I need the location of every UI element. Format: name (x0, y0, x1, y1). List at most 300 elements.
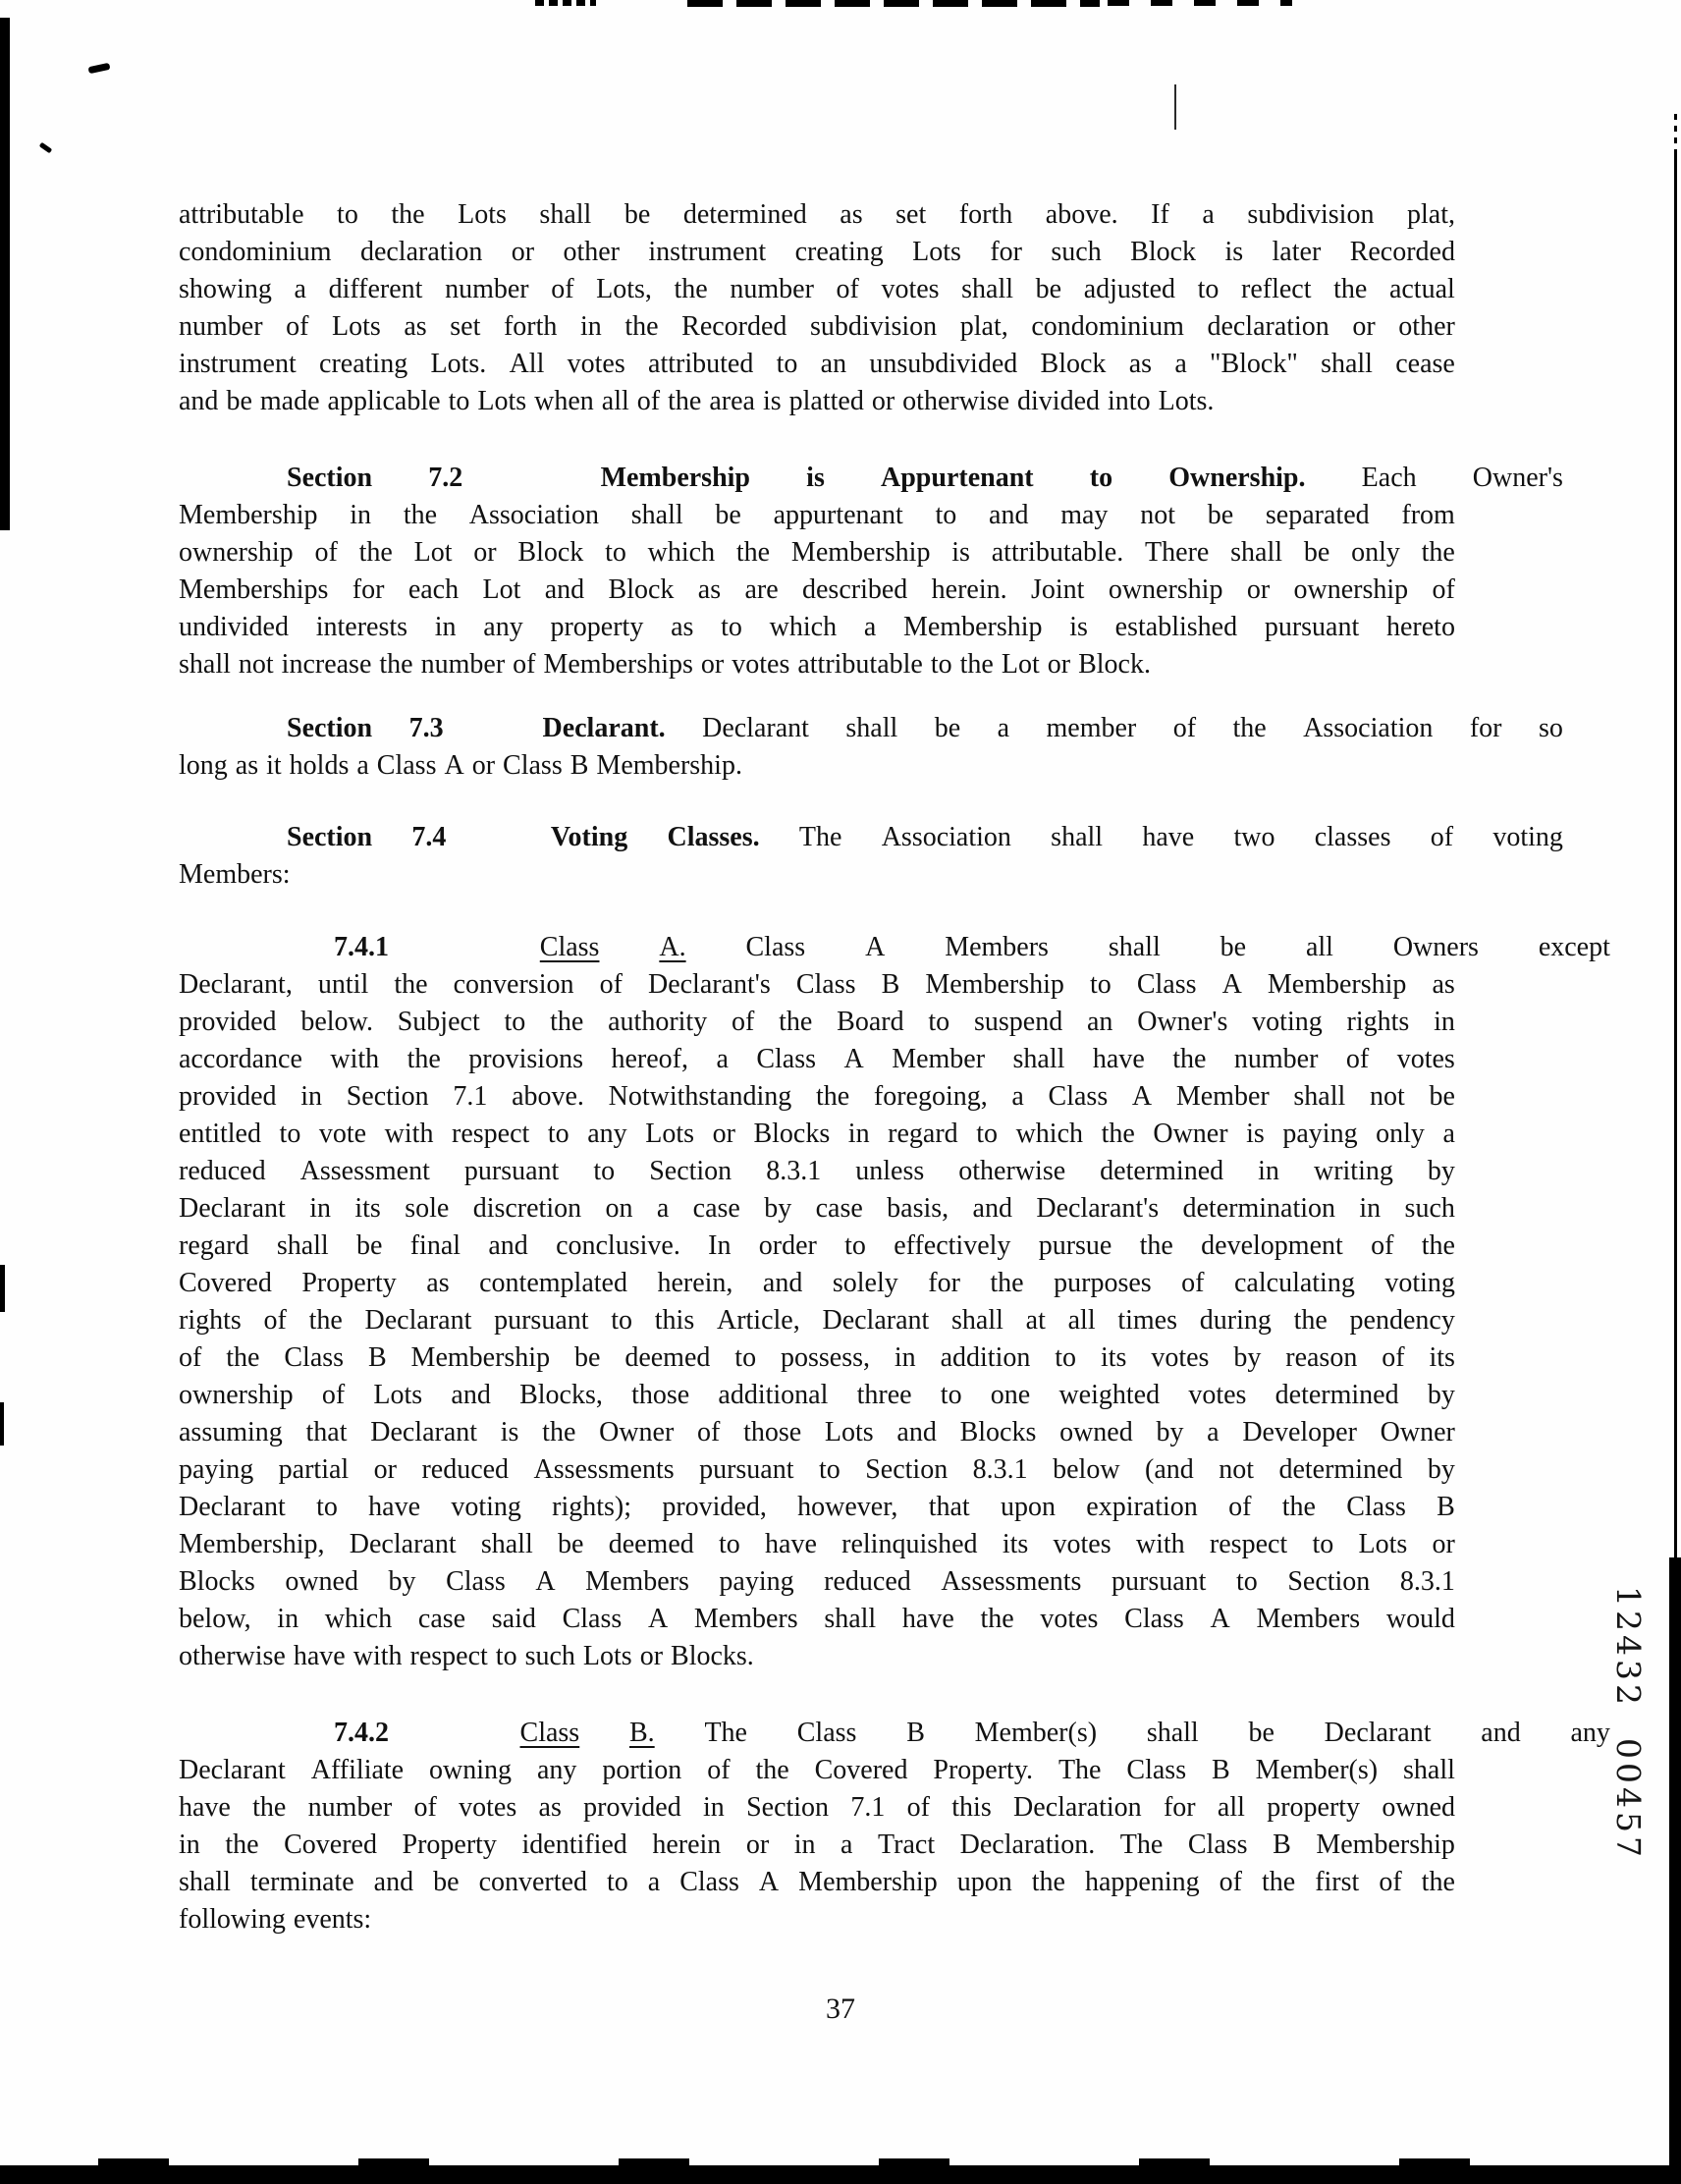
word: of (1430, 822, 1454, 852)
word: by (1427, 1380, 1455, 1410)
word: as (1128, 349, 1153, 379)
continuation-paragraph-line (179, 308, 1455, 346)
word: Class (796, 1718, 857, 1748)
word: A. (659, 932, 686, 962)
word: cease (1395, 349, 1455, 379)
word: herein (652, 1829, 722, 1860)
word: of (1172, 713, 1197, 743)
word: Lots (373, 1380, 423, 1410)
word: Blocks (179, 1566, 255, 1597)
word: Block (1130, 237, 1197, 267)
word: Association (468, 500, 599, 530)
word: (and (1145, 1454, 1194, 1485)
word: the (225, 1829, 259, 1860)
word: Declarant (349, 1529, 457, 1559)
word: instrument (179, 349, 297, 379)
word: or (373, 1454, 397, 1485)
word: to (1197, 274, 1220, 304)
word: to (504, 1007, 526, 1037)
word: property (550, 612, 644, 642)
word: votes (1040, 1604, 1099, 1634)
word: number (445, 274, 529, 304)
word: foregoing, (873, 1081, 988, 1112)
word: addition (940, 1342, 1031, 1373)
word: its (1100, 1342, 1127, 1373)
word: shall (276, 1230, 329, 1261)
word: and (896, 1417, 937, 1447)
word: and (544, 574, 585, 605)
word: for (1469, 713, 1502, 743)
word: votes (1053, 1529, 1112, 1559)
word: Association (881, 822, 1011, 852)
word: by (1427, 1454, 1455, 1485)
word: 7.4.1 (334, 932, 389, 962)
word: Member(s) (974, 1718, 1098, 1748)
word: Lots, (596, 274, 652, 304)
word: Section (287, 463, 373, 493)
word: have (765, 1529, 817, 1559)
word: those (631, 1380, 690, 1410)
word: two (1233, 822, 1275, 852)
word: determined (1274, 1380, 1399, 1410)
word: reduced (179, 1156, 266, 1186)
word: otherwise (958, 1156, 1066, 1186)
word: provided (179, 1007, 277, 1037)
word: is (806, 463, 825, 493)
word: each (407, 574, 460, 605)
word: Owners (1392, 932, 1479, 962)
word: in (179, 1829, 200, 1860)
word: a (1442, 1119, 1455, 1149)
word: paying (179, 1454, 254, 1485)
word: as (538, 1792, 562, 1823)
word: number (1233, 1044, 1319, 1074)
subsection-7-4-2-line (179, 1864, 1455, 1901)
word: Class (503, 750, 563, 781)
word: pursue (1038, 1230, 1112, 1261)
word: above. (1045, 199, 1118, 230)
word: the (959, 649, 994, 680)
word: Memberships (543, 649, 693, 680)
word: this (654, 1305, 695, 1336)
word: creating (319, 349, 408, 379)
word: or (1246, 574, 1271, 605)
word: subdivision (1247, 199, 1375, 230)
word: Block. (1078, 649, 1151, 680)
word: determination (1182, 1193, 1336, 1224)
word: relinquished (841, 1529, 978, 1559)
word: Blocks (753, 1119, 831, 1149)
subsection-7-4-1-line (179, 1638, 1455, 1675)
word: Class (284, 1342, 345, 1373)
word: Lot (413, 537, 453, 568)
subsection-7-4-2-line (179, 1715, 1610, 1752)
word: separated (1265, 500, 1370, 530)
section-7-3-line (179, 747, 1455, 785)
word: Declarant (702, 713, 809, 743)
word: to (721, 612, 742, 642)
word: to (1312, 1529, 1334, 1559)
word: Classes. (667, 822, 760, 852)
section-7-2-line (179, 460, 1563, 497)
subsection-7-4-2-line (179, 1827, 1455, 1864)
word: by (388, 1566, 416, 1597)
word: writing (1313, 1156, 1393, 1186)
word: be (356, 1230, 383, 1261)
word: number (420, 649, 506, 680)
word: in (300, 1081, 322, 1112)
word: possess, (780, 1342, 870, 1373)
word: Member (892, 1044, 986, 1074)
word: in (1434, 1007, 1455, 1037)
word: such (524, 1641, 575, 1671)
word: Memberships (179, 574, 329, 605)
word: below, (179, 1604, 251, 1634)
word: provided, (662, 1492, 767, 1522)
word: be (226, 386, 252, 416)
word: determined (1278, 1454, 1403, 1485)
word: member (1046, 713, 1137, 743)
word: herein. (931, 574, 1007, 605)
subsection-7-4-1-line (179, 1153, 1455, 1190)
word: ownership (179, 537, 294, 568)
word: Membership (1316, 1829, 1455, 1860)
subsection-7-4-1-line (179, 929, 1610, 966)
word: and (488, 1230, 528, 1261)
word: with (384, 1119, 434, 1149)
word: its (1002, 1529, 1029, 1559)
word: The (704, 1718, 747, 1748)
word: rights); (552, 1492, 632, 1522)
word: discretion (472, 1193, 582, 1224)
word: Class (756, 1044, 817, 1074)
word: herein, (657, 1268, 733, 1298)
word: case (815, 1193, 863, 1224)
word: determined (1100, 1156, 1224, 1186)
word: holds (289, 750, 350, 781)
word: the (1261, 1867, 1296, 1897)
word: A (1221, 969, 1242, 1000)
word: attributable (179, 199, 304, 230)
word: pursuant (463, 1156, 560, 1186)
word: for (1163, 1792, 1196, 1823)
subsection-7-4-1-line (179, 1190, 1455, 1228)
word: rights (1346, 1007, 1410, 1037)
word: have (179, 1792, 231, 1823)
word: declaration (1207, 311, 1329, 342)
word: shall (845, 713, 898, 743)
word: with (1135, 1529, 1185, 1559)
word: undivided (179, 612, 289, 642)
word: those (743, 1417, 802, 1447)
stamp-part-1: 12432 (1609, 1586, 1648, 1709)
word: unsubdivided (869, 349, 1018, 379)
word: the (1333, 274, 1368, 304)
word: Class (795, 969, 856, 1000)
word: Declarant (1324, 1718, 1432, 1748)
word: Lots (458, 199, 507, 230)
word: and (762, 1268, 803, 1298)
word: adjusted (1083, 274, 1176, 304)
subsection-7-4-1-line (179, 1339, 1455, 1377)
section-7-2-line (179, 609, 1455, 646)
word: to (605, 537, 626, 568)
word: plat, (959, 311, 1008, 342)
word: the (1172, 1044, 1207, 1074)
word: Block (1040, 349, 1107, 379)
word: owned (1382, 1792, 1455, 1823)
word: shall (480, 1529, 533, 1559)
word: Each (1361, 463, 1417, 493)
word: platted (788, 386, 864, 416)
word: additional (718, 1380, 829, 1410)
word: voting (1252, 1007, 1323, 1037)
word: a (1202, 199, 1215, 230)
word: Lots (645, 1119, 694, 1149)
word: B (1273, 1829, 1291, 1860)
subsection-7-4-1-line (179, 1004, 1455, 1041)
word: Membership (600, 463, 751, 493)
word: deemed (608, 1529, 694, 1559)
word: is (1069, 612, 1088, 642)
word: B (569, 750, 589, 781)
word: Membership (790, 537, 931, 568)
word: instrument (648, 237, 767, 267)
word: in (702, 1792, 725, 1823)
word: or (700, 649, 725, 680)
word: Property (402, 1829, 497, 1860)
word: of (1371, 1230, 1394, 1261)
word: Class (1048, 1081, 1109, 1112)
word: any (587, 1119, 627, 1149)
subsection-7-4-1-line (179, 1078, 1455, 1116)
word: votes (1151, 1342, 1210, 1373)
word: shall (1321, 349, 1373, 379)
word: of (599, 969, 623, 1000)
word: to (940, 1380, 962, 1410)
word: Covered (814, 1755, 908, 1785)
word: Class (679, 1867, 739, 1897)
section-7-2-line (179, 572, 1455, 609)
word: Subject (397, 1007, 480, 1037)
word: Board (837, 1007, 904, 1037)
word: pendency (1349, 1305, 1455, 1336)
word: as (1432, 969, 1455, 1000)
word: of (314, 537, 338, 568)
word: otherwise (902, 386, 1010, 416)
word: be (573, 1342, 601, 1373)
subsection-7-4-1-line (179, 1228, 1455, 1265)
word: to (1089, 969, 1112, 1000)
word: votes (459, 1792, 517, 1823)
subsection-7-4-1-line (179, 1302, 1455, 1339)
word: conclusive. (556, 1230, 680, 1261)
word: so (1538, 713, 1563, 743)
word: shall (1230, 537, 1283, 568)
word: assuming (179, 1417, 283, 1447)
word: such (1404, 1193, 1455, 1224)
word: solely (832, 1268, 898, 1298)
word: in (277, 1604, 299, 1634)
word: ownership (1108, 574, 1223, 605)
word: paying (719, 1566, 794, 1597)
word: not (238, 649, 274, 680)
word: In (708, 1230, 732, 1261)
word: all (1217, 1792, 1245, 1823)
word: in (847, 1119, 870, 1149)
word: terminate (249, 1867, 354, 1897)
word: any (1570, 1718, 1610, 1748)
word: or (871, 386, 895, 416)
word: and (972, 1193, 1012, 1224)
subsection-7-4-2-line (179, 1752, 1455, 1789)
word: to (976, 1119, 998, 1149)
word: Member (1175, 1081, 1270, 1112)
word: Membership (902, 612, 1043, 642)
word: later (1272, 237, 1322, 267)
word: and (451, 1380, 491, 1410)
word: Membership (1267, 969, 1407, 1000)
word: which (1015, 1119, 1083, 1149)
word: an (1087, 1007, 1113, 1037)
word: Property (301, 1268, 397, 1298)
word: in (434, 612, 457, 642)
word: votes (567, 349, 625, 379)
word: number (179, 311, 263, 342)
word: a (840, 1829, 853, 1860)
word: to (930, 649, 952, 680)
word: respect (409, 1641, 488, 1671)
word: Lots. (1158, 386, 1215, 416)
word: shall (1146, 1718, 1199, 1748)
word: regard (179, 1230, 249, 1261)
word: which (647, 537, 716, 568)
word: basis, (887, 1193, 949, 1224)
scan-artifact-top-dashes (1108, 0, 1292, 6)
word: Association (1303, 713, 1434, 743)
word: reduced (824, 1566, 911, 1597)
word: Membership, (179, 1529, 325, 1559)
word: Assessments (941, 1566, 1082, 1597)
word: attributed (648, 349, 754, 379)
word: Tract (878, 1829, 936, 1860)
word: the (1232, 713, 1267, 743)
word: only (1351, 537, 1400, 568)
word: have (368, 1492, 421, 1522)
word: Section (746, 1792, 830, 1823)
word: Blocks, (519, 1380, 603, 1410)
word: Assessment (299, 1156, 430, 1186)
word: of (836, 274, 859, 304)
word: plat, (1406, 199, 1455, 230)
word: votes (732, 649, 790, 680)
word: have (1092, 1044, 1145, 1074)
word: would (1385, 1604, 1455, 1634)
word: Block (608, 574, 675, 605)
word: Members (945, 932, 1049, 962)
word: 8.3.1 (1399, 1566, 1455, 1597)
word: suspend (973, 1007, 1063, 1037)
word: Declarant (179, 1755, 286, 1785)
section-7-4-line (179, 819, 1563, 856)
word: 7.4 (411, 822, 447, 852)
word: and (373, 1867, 414, 1897)
word: the (550, 1007, 584, 1037)
word: happening (1084, 1867, 1200, 1897)
word: forth (958, 199, 1013, 230)
word: the (308, 1305, 343, 1336)
word: calculating (1234, 1268, 1355, 1298)
word: the (1421, 1230, 1455, 1261)
word: which (324, 1604, 393, 1634)
word: Blocks. (671, 1641, 754, 1671)
word: final (409, 1230, 461, 1261)
word: shall (1403, 1755, 1455, 1785)
word: Declarant (179, 1193, 286, 1224)
word: at (1025, 1305, 1046, 1336)
word: condominium (179, 237, 332, 267)
word: A (444, 750, 464, 781)
word: an (820, 349, 847, 379)
word: The (798, 822, 842, 852)
word: not (1219, 1454, 1254, 1485)
word: its (1429, 1342, 1455, 1373)
word: by (1156, 1417, 1184, 1447)
word: Lot (482, 574, 521, 605)
word: Declarant's (647, 969, 771, 1000)
word: have (293, 1641, 346, 1671)
subsection-7-4-1-line (179, 1451, 1455, 1489)
word: votes (881, 274, 940, 304)
word: or (712, 1119, 735, 1149)
word: the (1031, 1867, 1065, 1897)
word: Owner's (1472, 463, 1563, 493)
word: until (317, 969, 369, 1000)
word: Section (865, 1454, 949, 1485)
subsection-7-4-1-line (179, 1116, 1455, 1153)
subsection-7-4-1-line (179, 1601, 1455, 1638)
word: unless (855, 1156, 925, 1186)
word: "Block" (1210, 349, 1298, 379)
word: rights (179, 1305, 242, 1336)
word: shall (824, 1604, 877, 1634)
word: as (697, 574, 722, 605)
word: the (358, 537, 393, 568)
word: Ownership. (1168, 463, 1306, 493)
subsection-7-4-2-line (179, 1789, 1455, 1827)
word: provided (583, 1792, 681, 1823)
word: shall (951, 1305, 1003, 1336)
word: during (1199, 1305, 1272, 1336)
word: is (1246, 1119, 1265, 1149)
word: said (491, 1604, 536, 1634)
word: Class (1346, 1492, 1406, 1522)
word: Class (562, 1604, 623, 1634)
word: the (779, 1007, 813, 1037)
word: Property. (933, 1755, 1034, 1785)
word: owned (1059, 1417, 1133, 1447)
word: into (1108, 386, 1151, 416)
word: be (1035, 274, 1062, 304)
word: If (1151, 199, 1169, 230)
stamp-part-2: 00457 (1609, 1738, 1648, 1861)
word: ownership (179, 1380, 294, 1410)
word: A (535, 1566, 556, 1597)
word: shall (1012, 1044, 1065, 1074)
word: paying (1282, 1119, 1358, 1149)
word: to (776, 349, 798, 379)
word: to (1089, 463, 1113, 493)
